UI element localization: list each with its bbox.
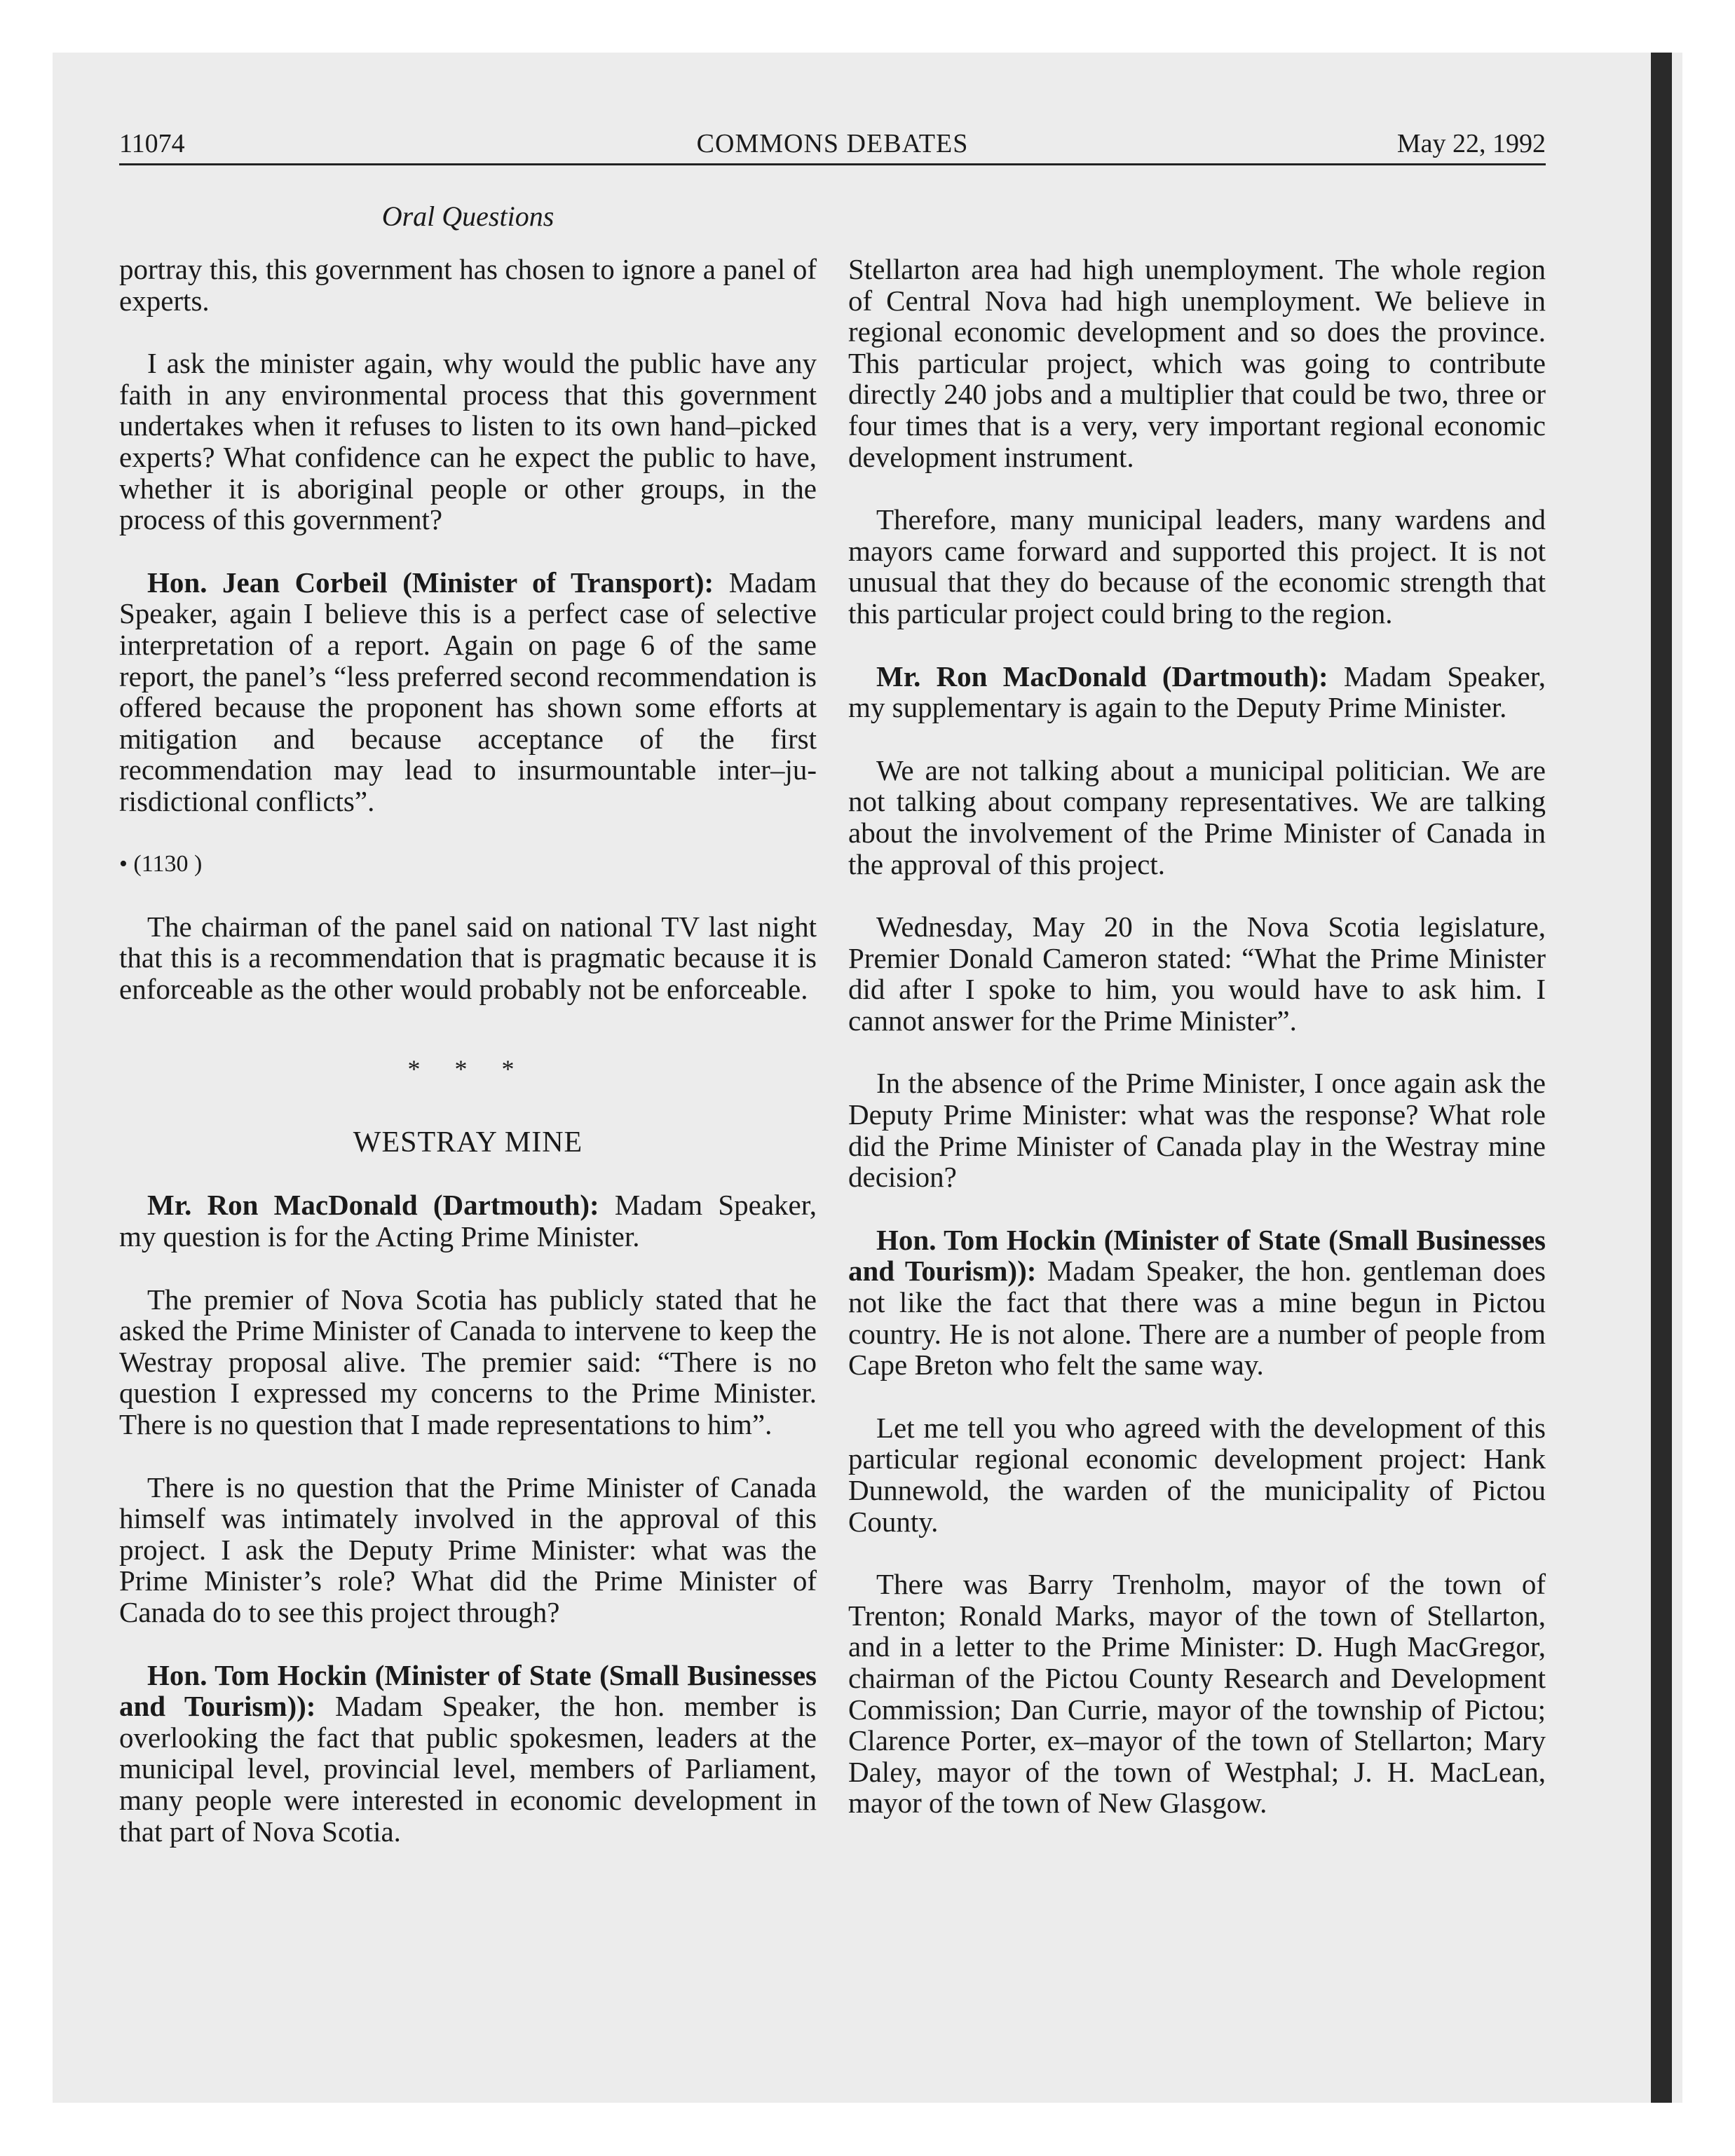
speech-paragraph: [119, 1189, 817, 1252]
paragraph: The chairman of the panel said on national TV last night that this is a recommendation that is pragmatic because it is enforceable as the other would probably not be enforceable.: [119, 910, 817, 1005]
speaker-name: Hon. Tom Hockin (Minister of State (Small Businesses and Tourism)):: [848, 1223, 1546, 1288]
paragraph: Let me tell you who agreed with the development of this particular regional economic development project: Hank Dunnewold, the warden of the municipality of Pictou County.: [848, 1411, 1546, 1538]
section-heading: WESTRAY MINE: [353, 1126, 583, 1159]
section-separator: * * *: [407, 1055, 529, 1084]
publication-title: COMMONS DEBATES: [696, 129, 969, 158]
paragraph: Therefore, many municipal leaders, many wardens and mayors came forward and supported this project. It is not unusual that they do because of the economic strength that this particular project could bring to the region.: [848, 503, 1546, 629]
paragraph: portray this, this government has chosen to ignore a panel of experts.: [119, 253, 817, 317]
speech-paragraph: [119, 1660, 817, 1848]
left-column: [119, 254, 817, 1878]
paragraph: We are not talking about a municipal politician. We are not talking about company representatives. We are talking about the involvement of the Prime Minister of Canada in the approval of this project.: [848, 753, 1546, 880]
page-header: [119, 128, 1546, 165]
speech-paragraph: [119, 567, 817, 817]
speaker-name: Mr. Ron MacDonald (Dartmouth):: [147, 1189, 599, 1222]
page-date: May 22, 1992: [1396, 129, 1546, 158]
paragraph: I ask the minister again, why would the public have any faith in any environmental process that this government undertakes when it refuses to listen to its own hand–picked experts? What confidence can he expect the public to have, whether it is aboriginal people or other groups, in the process of this government?: [119, 347, 817, 536]
paragraph: There is no question that the Prime Minister of Canada himself was intimately involved in the approval of this project. I ask the Deputy Prime Minister: what was the Prime Minister’s role? What did the Prime Minister of Canada do to see this project through?: [119, 1471, 817, 1628]
speech-paragraph: [848, 1224, 1546, 1381]
speech-text: Madam Speaker, my question is for the Acting Prime Minister.: [119, 1189, 817, 1253]
speaker-name: Mr. Ron MacDonald (Dartmouth):: [876, 660, 1328, 692]
speech-text: Madam Speaker, the hon. gentleman does not like the fact that there was a mine begun in Pictou country. He is not alone. There are a number of people from Cape Breton who felt the same way.: [848, 1255, 1546, 1381]
paragraph: In the absence of the Prime Minister, I once again ask the Deputy Prime Minister: what was the response? What role did the Prime Minister of Canada play in the Westray mine decision?: [848, 1067, 1546, 1194]
speaker-name: Hon. Jean Corbeil (Minister of Transport):: [147, 566, 714, 599]
time-marker: • (1130 ): [119, 850, 203, 877]
paragraph: The premier of Nova Scotia has publicly stated that he asked the Prime Minister of Canada to intervene to keep the Westray proposal alive. The premier said: “There is no question I expressed my concerns to the Prime Minister. There is no question that I made representations to him”.: [119, 1283, 817, 1441]
paragraph: Wednesday, May 20 in the Nova Scotia legislature, Premier Donald Cameron stated: “What the Prime Minister did after I spoke to him, you would have to ask him. I cannot answer for the Prime Minister”.: [848, 910, 1546, 1037]
speech-text: Madam Speaker, again I believe this is a perfect case of selective interpretation of a report. Again on page 6 of the same report, the panel’s “less preferred second recommendation is offered because the proponent has shown some efforts at mitigation and because acceptance of the first recommendation may lead to insurmountable inter–jurisdictional conflicts”.: [119, 566, 817, 817]
speech-text: Madam Speaker, my supplementary is again to the Deputy Prime Minister.: [848, 660, 1546, 724]
speech-text: Madam Speaker, the hon. member is overlooking the fact that public spokesmen, leaders at the municipal level, provincial level, members of Parliament, many people were interested in economic development in that part of Nova Scotia.: [119, 1690, 817, 1848]
speech-paragraph: [848, 661, 1546, 723]
scan-edge-shadow: [1651, 53, 1672, 2103]
section-label: Oral Questions: [381, 200, 554, 232]
right-column: [848, 254, 1546, 1850]
paragraph: Stellarton area had high unemployment. The whole region of Central Nova had high unemployment. We believe in regional economic development and so does the province. This particular project, which was going to contribute directly 240 jobs and a multiplier that could be two, three or four times that is a very, very important regional economic development instrument.: [848, 253, 1546, 473]
speaker-name: Hon. Tom Hockin (Minister of State (Small Businesses and Tourism)):: [119, 1658, 817, 1723]
page-number: 11074: [119, 129, 185, 158]
paragraph: There was Barry Trenholm, mayor of the town of Trenton; Ronald Marks, mayor of the town of Stellarton, and in a letter to the Prime Minister: D. Hugh MacGregor, chairman of the Pictou County Research and Development Commission; Dan Currie, mayor of the township of Pictou; Clarence Porter, ex–mayor of the town of Stellarton; Mary Daley, mayor of the town of Westphal; J. H. MacLean, mayor of the town of New Glasgow.: [848, 1568, 1546, 1820]
